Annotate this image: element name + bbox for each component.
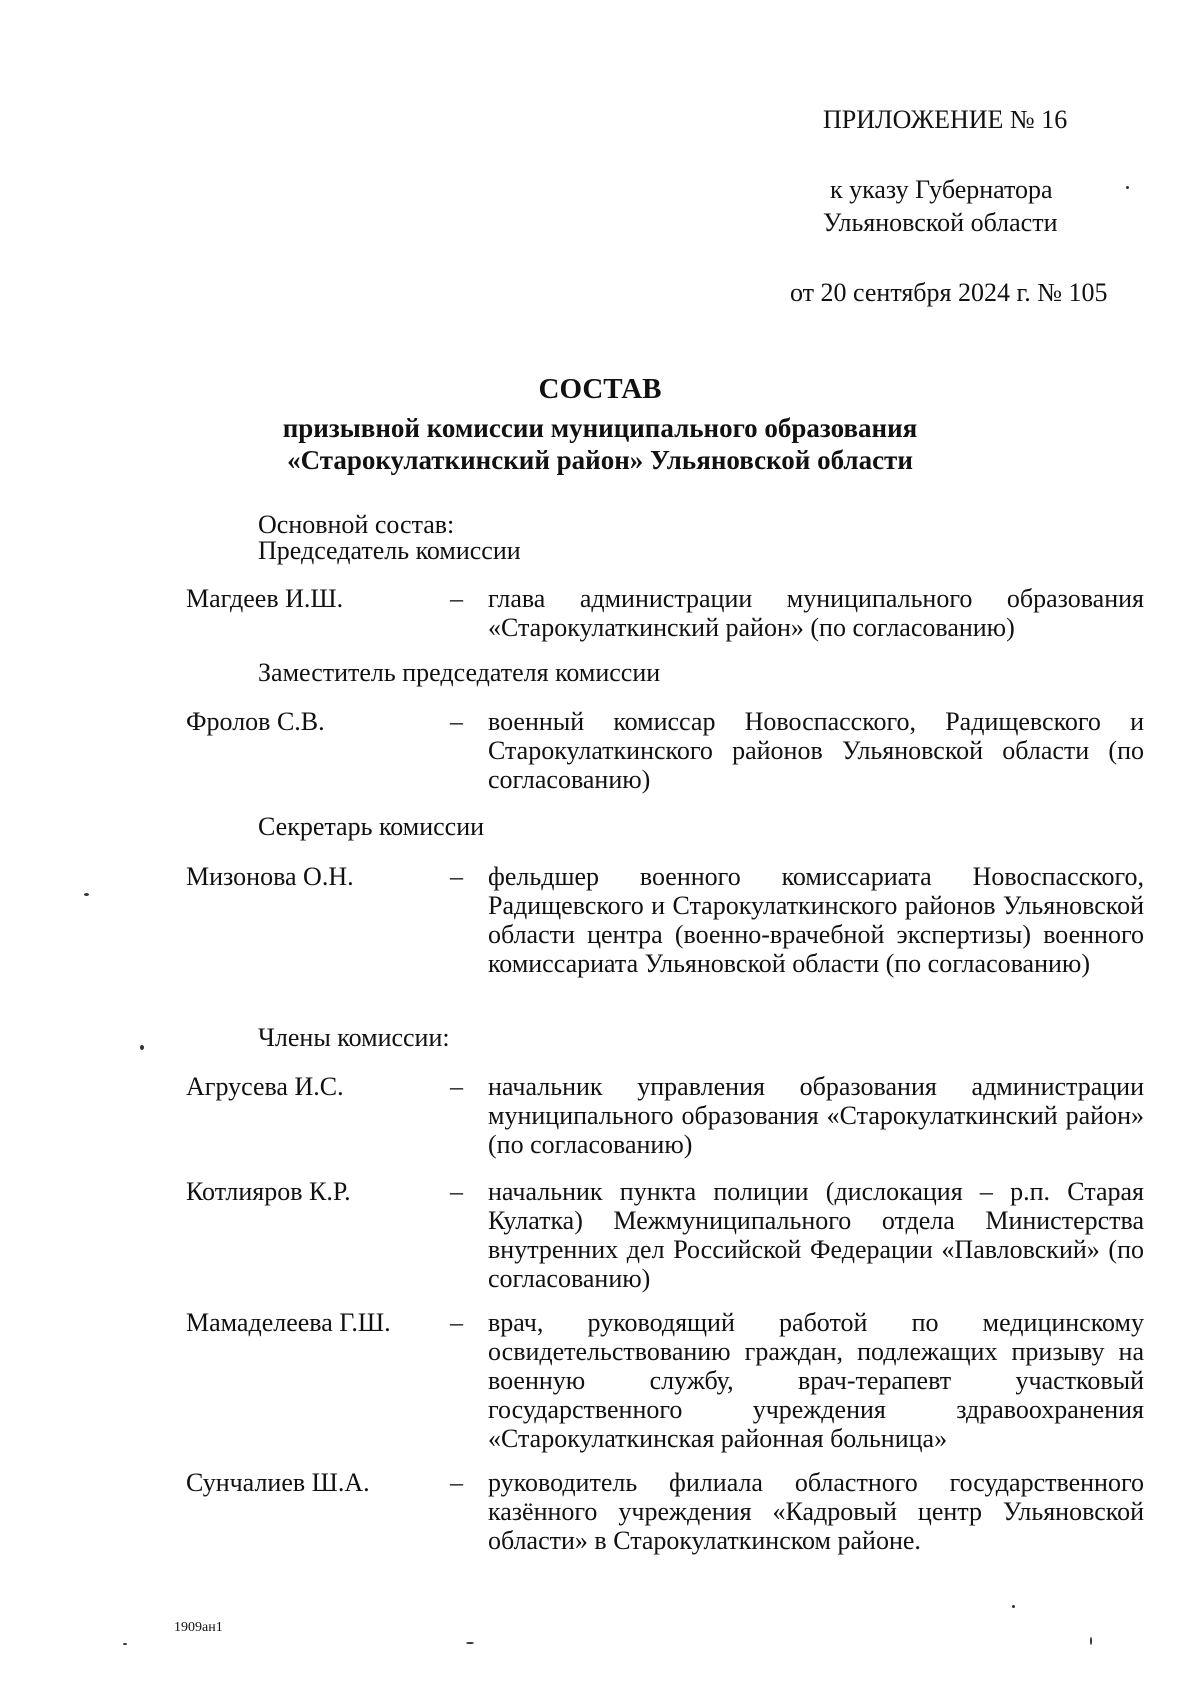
member-dash: – [450, 1072, 463, 1101]
appendix-number: ПРИЛОЖЕНИЕ № 16 [823, 105, 1068, 134]
section-deputy: Заместитель председателя комиссии [258, 658, 661, 687]
member-dash: – [450, 862, 463, 891]
member-position: начальник управления образования администрации муниципального образования «Старокулаткинский район» (по согласованию) [488, 1072, 1144, 1159]
member-name: Агрусева И.С. [186, 1072, 344, 1101]
member-name: Мизонова О.Н. [186, 862, 354, 891]
decree-reference-line2: Ульяновской области [823, 208, 1058, 237]
document-subtitle-line1: призывной комиссии муниципального образования [282, 413, 918, 443]
document-code: 1909ан1 [174, 1620, 223, 1635]
member-position: глава администрации муниципального образования «Старокулаткинский район» (по согласованию) [488, 584, 1144, 642]
section-chairman: Председатель комиссии [258, 536, 521, 565]
member-name: Фролов С.В. [186, 707, 325, 736]
member-dash: – [450, 707, 463, 736]
member-position: врач, руководящий работой по медицинскому освидетельствованию граждан, подлежащих призыву на военную службу, врач-терапевт участковый государственного учреждения здравоохранения «Старокулаткинская районная больница» [488, 1308, 1144, 1453]
section-main-composition: Основной состав: [258, 510, 455, 539]
scan-speck [466, 1642, 474, 1644]
member-position: фельдшер военного комиссариата Новоспасского, Радищевского и Старокулаткинского районов Ульяновской области центра (военно-врачебной экспертизы) военного комиссариата Ульяновской области (по согласованию) [488, 862, 1144, 978]
member-name: Мамаделеева Г.Ш. [186, 1308, 391, 1337]
member-dash: – [450, 1177, 463, 1206]
member-position: военный комиссар Новоспасского, Радищевского и Старокулаткинского районов Ульяновской области (по согласованию) [488, 707, 1144, 794]
member-dash: – [450, 1468, 463, 1497]
member-name: Котлияров К.Р. [186, 1177, 351, 1206]
scan-speck [1012, 1605, 1015, 1608]
member-name: Магдеев И.Ш. [186, 584, 344, 613]
decree-date-number: от 20 сентября 2024 г. № 105 [790, 278, 1108, 307]
member-name: Сунчалиев Ш.А. [186, 1468, 370, 1497]
section-members: Члены комиссии: [258, 1023, 450, 1052]
document-title: СОСТАВ [538, 373, 662, 405]
scan-speck [140, 1045, 144, 1050]
scan-speck [1126, 186, 1129, 189]
scan-speck [84, 893, 89, 896]
section-secretary: Секретарь комиссии [258, 812, 485, 841]
scan-speck [123, 1643, 127, 1645]
document-subtitle-line2: «Старокулаткинский район» Ульяновской области [287, 445, 913, 475]
member-position: начальник пункта полиции (дислокация – р.п. Старая Кулатка) Межмуниципального отдела Министерства внутренних дел Российской Федерации «Павловский» (по согласованию) [488, 1177, 1144, 1293]
member-dash: – [450, 1308, 463, 1337]
member-position: руководитель филиала областного государственного казённого учреждения «Кадровый центр Ульяновской области» в Старокулаткинском районе. [488, 1468, 1144, 1555]
scan-speck [1090, 1637, 1092, 1645]
decree-reference-line1: к указу Губернатора [830, 175, 1053, 204]
member-dash: – [450, 584, 463, 613]
